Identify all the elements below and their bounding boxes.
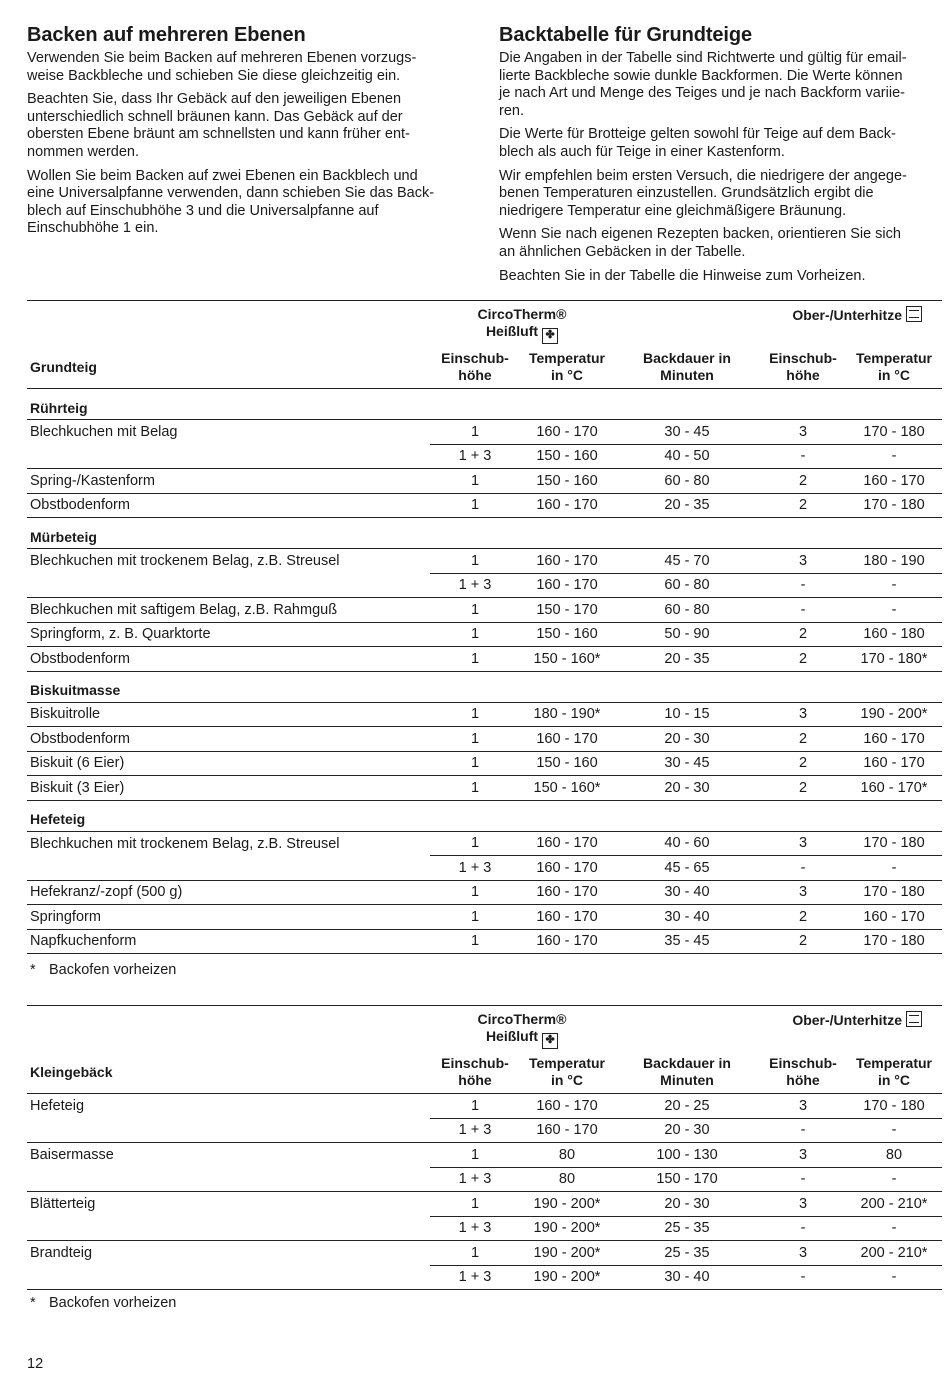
dish-name: Obstbodenform <box>27 647 430 672</box>
dish-name: Baisermasse <box>30 1147 114 1163</box>
paragraph-line: Einschubhöhe 1 ein. <box>27 220 159 237</box>
temperatur-value-2: 160 - 170 <box>846 469 942 494</box>
einschub-value: 1 <box>430 905 520 930</box>
backdauer-value: 100 - 130 <box>614 1143 760 1168</box>
backdauer-value: 60 - 80 <box>614 598 760 623</box>
temperatur-value: 160 - 170 <box>520 1094 614 1119</box>
table-row <box>27 1094 942 1119</box>
table-row <box>27 751 942 776</box>
circotherm-header: CircoTherm® Heißluft ✤ <box>430 301 614 345</box>
right-section-body <box>499 50 944 285</box>
einschub-value-2: - <box>760 573 846 598</box>
temperatur-value-2: 170 - 180* <box>846 647 942 672</box>
top-bottom-heat-icon <box>906 1011 922 1027</box>
section-header-row <box>27 671 942 702</box>
table-row <box>27 493 942 518</box>
table-row <box>27 598 942 623</box>
right_section-paragraph <box>499 50 944 120</box>
einschub-value: 1 <box>430 622 520 647</box>
backdauer-value: 20 - 30 <box>614 776 760 801</box>
backdauer-value: 60 - 80 <box>614 573 760 598</box>
temperatur-value: 160 - 170 <box>520 420 614 445</box>
backdauer-value: 20 - 35 <box>614 493 760 518</box>
paragraph-line: je nach Art und Menge des Teiges und je nach Backform variie- <box>499 85 905 102</box>
top-bottom-heat-icon <box>906 306 922 322</box>
einschub-header-2: Einschub- höhe <box>760 1049 846 1094</box>
einschub-value-2: - <box>760 856 846 881</box>
temperatur-value-2: - <box>846 1216 942 1241</box>
temperatur-value-2: 200 - 210* <box>846 1192 942 1217</box>
table-row <box>27 702 942 727</box>
grundteig-header: Grundteig <box>27 344 430 389</box>
dish-name <box>27 444 430 469</box>
einschub-value: 1 <box>430 831 520 856</box>
temperatur-header-2: Temperatur in °C <box>846 1049 942 1094</box>
table-row <box>27 549 942 574</box>
temperatur-value-2: 160 - 170 <box>846 727 942 752</box>
backdauer-value: 30 - 40 <box>614 880 760 905</box>
backdauer-value: 35 - 45 <box>614 929 760 954</box>
dish-name <box>27 573 430 598</box>
backdauer-value: 60 - 80 <box>614 469 760 494</box>
backdauer-header: Backdauer in Minuten <box>614 1049 760 1094</box>
footnote-table1: * Backofen vorheizen <box>30 962 177 978</box>
paragraph-line: nommen werden. <box>27 143 140 160</box>
dish-name: Obstbodenform <box>27 493 430 518</box>
fan-icon: ✤ <box>542 1033 558 1049</box>
backdauer-value: 20 - 30 <box>614 1118 760 1143</box>
left_section-paragraph <box>27 168 467 238</box>
dish-name: Hefeteig <box>30 1098 85 1114</box>
einschub-value-2: - <box>760 1167 846 1192</box>
section-title: Hefeteig <box>27 800 942 831</box>
einschub-value: 1 + 3 <box>430 1118 520 1143</box>
einschub-value: 1 + 3 <box>430 1265 520 1290</box>
backdauer-value: 25 - 35 <box>614 1216 760 1241</box>
kleingebaeck-table <box>27 1005 942 1290</box>
paragraph-line: Die Angaben in der Tabelle sind Richtwerte und gültig für email- <box>499 50 907 66</box>
left-section-body <box>27 50 467 238</box>
temperatur-value: 190 - 200* <box>520 1241 614 1266</box>
einschub-value-2: 3 <box>760 1241 846 1266</box>
column-header-row-2 <box>27 1049 942 1094</box>
einschub-value-2: 3 <box>760 1094 846 1119</box>
left_section-paragraph <box>27 91 467 161</box>
temperatur-value-2: - <box>846 444 942 469</box>
einschub-value: 1 + 3 <box>430 444 520 469</box>
einschub-value: 1 + 3 <box>430 856 520 881</box>
temperatur-value: 160 - 170 <box>520 880 614 905</box>
einschub-value-2: - <box>760 598 846 623</box>
dish-name: Springform <box>27 905 430 930</box>
backdauer-value: 25 - 35 <box>614 1241 760 1266</box>
paragraph-line: weise Backbleche und schieben Sie diese gleichzeitig ein. <box>27 67 401 84</box>
left_section-paragraph <box>27 50 467 85</box>
einschub-value-2: 2 <box>760 751 846 776</box>
dish-name: Biskuit (6 Eier) <box>27 751 430 776</box>
fan-icon: ✤ <box>542 328 558 344</box>
temperatur-value: 150 - 160 <box>520 751 614 776</box>
table-row <box>27 1241 942 1266</box>
temperatur-value-2: 160 - 170* <box>846 776 942 801</box>
temperatur-value: 160 - 170 <box>520 549 614 574</box>
paragraph-line: niedrigere Temperatur eine gleichmäßigere Bräunung. <box>499 202 847 219</box>
einschub-value: 1 <box>430 549 520 574</box>
einschub-value: 1 + 3 <box>430 573 520 598</box>
temperatur-value-2: 190 - 200* <box>846 702 942 727</box>
dish-name: Blechkuchen mit trockenem Belag, z.B. Streusel <box>30 835 340 852</box>
section-header-row <box>27 518 942 549</box>
temperatur-header-2: Temperatur in °C <box>846 344 942 389</box>
backdauer-value: 10 - 15 <box>614 702 760 727</box>
table-row <box>27 1216 942 1241</box>
einschub-value: 1 + 3 <box>430 1167 520 1192</box>
einschub-value: 1 <box>430 880 520 905</box>
paragraph-line: Verwenden Sie beim Backen auf mehreren Ebenen vorzugs- <box>27 50 417 66</box>
temperatur-value: 160 - 170 <box>520 905 614 930</box>
paragraph-line: blech als auch für Teige in einer Kastenform. <box>499 143 785 160</box>
section-header-row <box>27 800 942 831</box>
section-title: Mürbeteig <box>27 518 942 549</box>
footnote-table2: * Backofen vorheizen <box>30 1295 177 1311</box>
temperatur-value-2: 170 - 180 <box>846 929 942 954</box>
temperatur-value: 160 - 170 <box>520 1118 614 1143</box>
einschub-header-2: Einschub- höhe <box>760 344 846 389</box>
right_section-paragraph <box>499 226 944 261</box>
einschub-value: 1 + 3 <box>430 1216 520 1241</box>
temperatur-value-2: 170 - 180 <box>846 831 942 856</box>
temperatur-header: Temperatur in °C <box>520 344 614 389</box>
temperatur-value-2: - <box>846 1265 942 1290</box>
grundteig-table-body <box>27 389 942 954</box>
paragraph-line: Die Werte für Brotteige gelten sowohl für Teige auf dem Back- <box>499 126 896 143</box>
einschub-value: 1 <box>430 493 520 518</box>
backdauer-value: 40 - 50 <box>614 444 760 469</box>
dish-name: Spring-/Kastenform <box>27 469 430 494</box>
left-section-title: Backen auf mehreren Ebenen <box>27 24 306 46</box>
einschub-value: 1 <box>430 1192 520 1217</box>
paragraph-line: eine Universalpfanne verwenden, dann schieben Sie das Back- <box>27 185 435 202</box>
einschub-value: 1 <box>430 1241 520 1266</box>
temperatur-value-2: 180 - 190 <box>846 549 942 574</box>
table-row <box>27 444 942 469</box>
table-row <box>27 856 942 881</box>
temperatur-value-2: - <box>846 856 942 881</box>
einschub-value: 1 <box>430 598 520 623</box>
backdauer-value: 150 - 170 <box>614 1167 760 1192</box>
einschub-value-2: 2 <box>760 493 846 518</box>
dish-name: Brandteig <box>30 1245 93 1261</box>
einschub-value-2: - <box>760 1118 846 1143</box>
temperatur-value: 190 - 200* <box>520 1192 614 1217</box>
backdauer-value: 45 - 70 <box>614 549 760 574</box>
einschub-value-2: 2 <box>760 929 846 954</box>
backdauer-header: Backdauer in Minuten <box>614 344 760 389</box>
paragraph-line: benen Temperaturen einzustellen. Grundsätzlich ergibt die <box>499 185 874 202</box>
table-row <box>27 727 942 752</box>
einschub-value-2: 2 <box>760 905 846 930</box>
einschub-value-2: 3 <box>760 1192 846 1217</box>
einschub-value-2: 2 <box>760 469 846 494</box>
column-header-row <box>27 344 942 389</box>
einschub-value: 1 <box>430 1143 520 1168</box>
temperatur-value: 160 - 170 <box>520 493 614 518</box>
paragraph-line: blech auf Einschubhöhe 3 und die Universalpfanne auf <box>27 202 379 219</box>
temperatur-value: 160 - 170 <box>520 727 614 752</box>
paragraph-line: lierte Backbleche sowie dunkle Backformen. Die Werte können <box>499 67 903 84</box>
einschub-value: 1 <box>430 647 520 672</box>
einschub-value: 1 <box>430 702 520 727</box>
table-row <box>27 929 942 954</box>
temperatur-value-2: - <box>846 598 942 623</box>
grundteig-table <box>27 300 942 954</box>
temperatur-value: 160 - 170 <box>520 929 614 954</box>
page-number: 12 <box>27 1356 44 1372</box>
temperatur-value: 160 - 170 <box>520 831 614 856</box>
einschub-value-2: 3 <box>760 702 846 727</box>
einschub-value: 1 <box>430 727 520 752</box>
einschub-value: 1 <box>430 929 520 954</box>
einschub-value: 1 <box>430 1094 520 1119</box>
einschub-value-2: 2 <box>760 727 846 752</box>
temperatur-value-2: - <box>846 1167 942 1192</box>
einschub-value-2: 2 <box>760 622 846 647</box>
einschub-value: 1 <box>430 751 520 776</box>
dish-name: Obstbodenform <box>27 727 430 752</box>
dish-name: Springform, z. B. Quarktorte <box>27 622 430 647</box>
section-header-row <box>27 389 942 420</box>
temperatur-value: 160 - 170 <box>520 573 614 598</box>
temperatur-value-2: 80 <box>846 1143 942 1168</box>
backdauer-value: 20 - 35 <box>614 647 760 672</box>
right_section-paragraph <box>499 126 944 161</box>
ober-unterhitze-header: Ober-/Unterhitze <box>614 301 942 345</box>
table-row <box>27 831 942 856</box>
temperatur-header: Temperatur in °C <box>520 1049 614 1094</box>
backdauer-value: 20 - 30 <box>614 1192 760 1217</box>
table-row <box>27 1143 942 1168</box>
backdauer-value: 20 - 25 <box>614 1094 760 1119</box>
temperatur-value: 190 - 200* <box>520 1265 614 1290</box>
einschub-value: 1 <box>430 469 520 494</box>
temperatur-value-2: 170 - 180 <box>846 1094 942 1119</box>
table-row <box>27 880 942 905</box>
ober-unterhitze-header-2: Ober-/Unterhitze <box>614 1006 942 1050</box>
temperatur-value-2: 200 - 210* <box>846 1241 942 1266</box>
dish-name: Blechkuchen mit saftigem Belag, z.B. Rahmguß <box>27 598 430 623</box>
einschub-value-2: 3 <box>760 1143 846 1168</box>
right-section-title: Backtabelle für Grundteige <box>499 24 753 46</box>
temperatur-value: 150 - 160 <box>520 622 614 647</box>
dish-name: Blätterteig <box>30 1196 96 1212</box>
temperatur-value-2: - <box>846 1118 942 1143</box>
einschub-value: 1 <box>430 776 520 801</box>
dish-name: Hefekranz/-zopf (500 g) <box>27 880 430 905</box>
circotherm-header-2: CircoTherm® Heißluft ✤ <box>430 1006 614 1050</box>
table-row <box>27 647 942 672</box>
einschub-value-2: 3 <box>760 420 846 445</box>
table-row <box>27 1265 942 1290</box>
kleingebaeck-header: Kleingebäck <box>27 1049 430 1094</box>
paragraph-line: ren. <box>499 102 524 119</box>
dish-name <box>27 1167 430 1192</box>
temperatur-value-2: 170 - 180 <box>846 420 942 445</box>
paragraph-line: unterschiedlich schnell bräunen kann. Das Gebäck auf der <box>27 108 403 125</box>
dish-name <box>27 856 430 881</box>
backdauer-value: 30 - 40 <box>614 1265 760 1290</box>
group-header-row-2 <box>27 1006 942 1050</box>
einschub-header: Einschub- höhe <box>430 344 520 389</box>
backdauer-value: 30 - 45 <box>614 751 760 776</box>
temperatur-value: 80 <box>520 1143 614 1168</box>
temperatur-value-2: - <box>846 573 942 598</box>
einschub-value-2: 3 <box>760 549 846 574</box>
einschub-value-2: - <box>760 444 846 469</box>
section-title: Biskuitmasse <box>27 671 942 702</box>
einschub-value: 1 <box>430 420 520 445</box>
table-row <box>27 622 942 647</box>
dish-name: Biskuit (3 Eier) <box>27 776 430 801</box>
temperatur-value-2: 160 - 170 <box>846 751 942 776</box>
temperatur-value-2: 170 - 180 <box>846 880 942 905</box>
group-header-row <box>27 301 942 345</box>
temperatur-value: 150 - 160 <box>520 444 614 469</box>
backdauer-value: 50 - 90 <box>614 622 760 647</box>
temperatur-value: 150 - 160* <box>520 776 614 801</box>
dish-name <box>27 1216 430 1241</box>
right-section <box>499 22 944 291</box>
temperatur-value: 150 - 170 <box>520 598 614 623</box>
temperatur-value: 150 - 160* <box>520 647 614 672</box>
temperatur-value-2: 160 - 180 <box>846 622 942 647</box>
einschub-value-2: 3 <box>760 880 846 905</box>
kleingebaeck-table-body <box>27 1094 942 1290</box>
table-row <box>27 1167 942 1192</box>
einschub-value-2: - <box>760 1216 846 1241</box>
backdauer-value: 45 - 65 <box>614 856 760 881</box>
paragraph-line: obersten Ebene bräunt am schnellsten und kann früher ent- <box>27 126 410 143</box>
dish-name: Blechkuchen mit Belag <box>30 424 178 440</box>
dish-name: Blechkuchen mit trockenem Belag, z.B. Streusel <box>30 553 340 569</box>
einschub-value-2: 2 <box>760 647 846 672</box>
backdauer-value: 30 - 40 <box>614 905 760 930</box>
dish-name <box>27 1118 430 1143</box>
temperatur-value: 160 - 170 <box>520 856 614 881</box>
einschub-value-2: - <box>760 1265 846 1290</box>
section-title: Rührteig <box>27 389 942 420</box>
paragraph-line: Wollen Sie beim Backen auf zwei Ebenen ein Backblech und <box>27 167 418 184</box>
temperatur-value: 150 - 160 <box>520 469 614 494</box>
table-row <box>27 905 942 930</box>
dish-name: Napfkuchenform <box>27 929 430 954</box>
backdauer-value: 20 - 30 <box>614 727 760 752</box>
einschub-value-2: 2 <box>760 776 846 801</box>
paragraph-line: Wenn Sie nach eigenen Rezepten backen, orientieren Sie sich <box>499 226 901 243</box>
left-section <box>27 22 467 244</box>
table-row <box>27 469 942 494</box>
table-row <box>27 1118 942 1143</box>
temperatur-value: 80 <box>520 1167 614 1192</box>
einschub-header: Einschub- höhe <box>430 1049 520 1094</box>
right_section-paragraph <box>499 268 944 286</box>
paragraph-line: Beachten Sie in der Tabelle die Hinweise zum Vorheizen. <box>499 267 866 284</box>
right_section-paragraph <box>499 168 944 221</box>
paragraph-line: an ähnlichen Gebäcken in der Tabelle. <box>499 243 746 260</box>
paragraph-line: Beachten Sie, dass Ihr Gebäck auf den jeweiligen Ebenen <box>27 91 402 108</box>
table-row <box>27 776 942 801</box>
paragraph-line: Wir empfehlen beim ersten Versuch, die niedrigere der angege- <box>499 167 907 184</box>
backdauer-value: 40 - 60 <box>614 831 760 856</box>
table-row <box>27 420 942 445</box>
temperatur-value-2: 160 - 170 <box>846 905 942 930</box>
temperatur-value-2: 170 - 180 <box>846 493 942 518</box>
dish-name: Biskuitrolle <box>27 702 430 727</box>
table-row <box>27 1192 942 1217</box>
temperatur-value: 190 - 200* <box>520 1216 614 1241</box>
dish-name <box>27 1265 430 1290</box>
table-row <box>27 573 942 598</box>
einschub-value-2: 3 <box>760 831 846 856</box>
backdauer-value: 30 - 45 <box>614 420 760 445</box>
temperatur-value: 180 - 190* <box>520 702 614 727</box>
